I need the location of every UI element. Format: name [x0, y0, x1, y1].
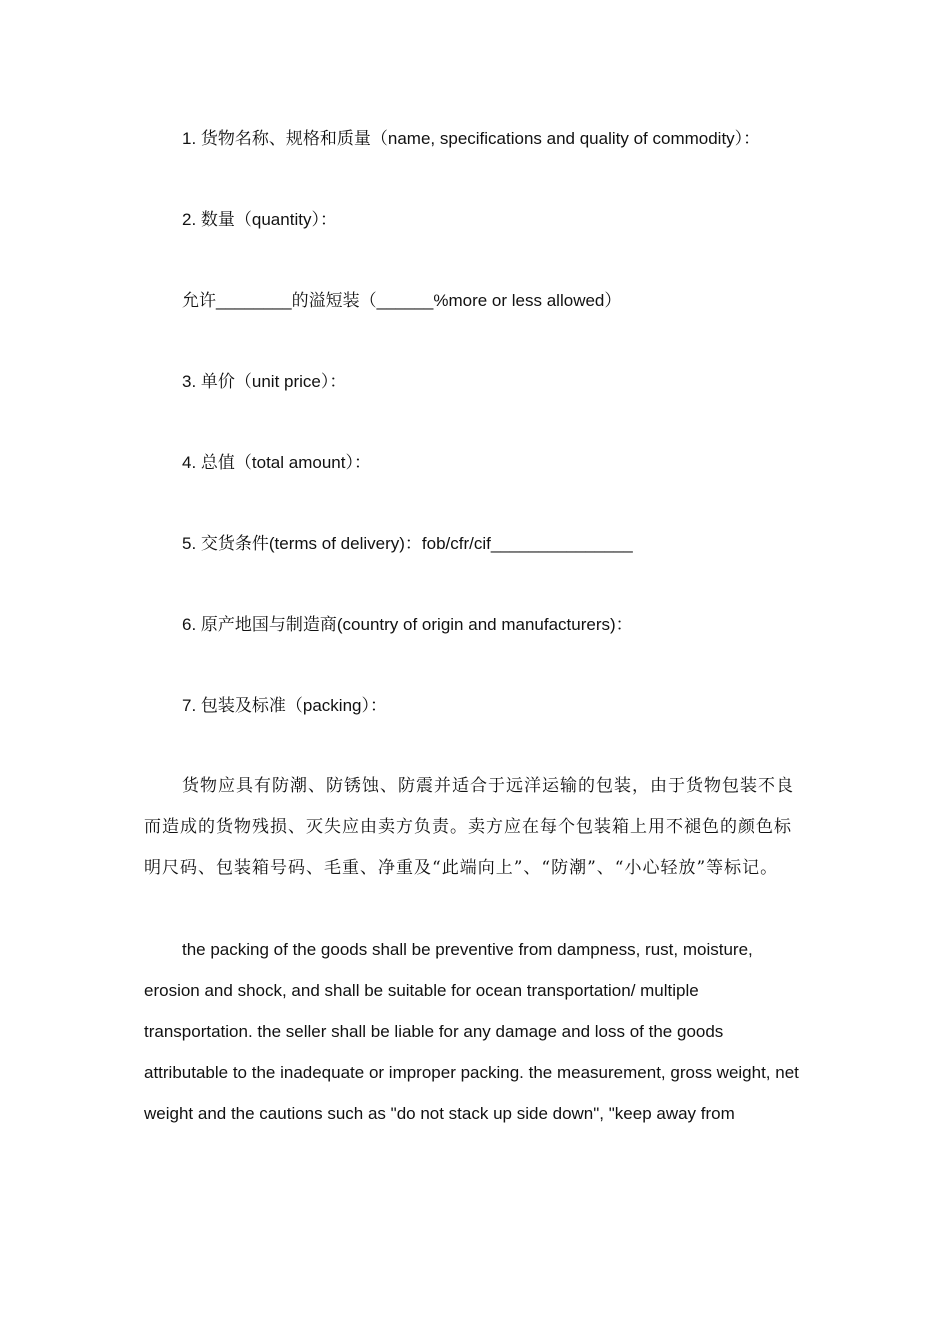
clause-2-quantity: 2. 数量（quantity）： — [182, 210, 337, 229]
packing-paragraph-english: the packing of the goods shall be preventive from dampness, rust, moisture, erosion and shock, and shall be suitable for ocean transportation/ multiple transportation. the seller shall be liable for any damage and loss of the goods attributable to the inadequate or improper packing. the measurement, gross weight, net weight and the cautions such as "do not stack up side down", "keep away from — [144, 940, 799, 1123]
clause-7-packing: 7. 包装及标准（packing）： — [182, 696, 387, 715]
quantity-tolerance: 允许________的溢短装（______%more or less allowed） — [182, 291, 622, 310]
clause-1-commodity: 1. 货物名称、规格和质量（name, specifications and quality of commodity）： — [182, 129, 761, 148]
clause-5-terms-of-delivery: 5. 交货条件(terms of delivery)：fob/cfr/cif_______________ — [182, 534, 633, 553]
packing-paragraph-chinese: 货物应具有防潮、防锈蚀、防震并适合于远洋运输的包装，由于货物包装不良而造成的货物残损、灭失应由卖方负责。卖方应在每个包装箱上用不褪色的颜色标明尺码、包装箱号码、毛重、净重及“此端向上”、“防潮”、“小心轻放”等标记。 — [144, 776, 794, 878]
clause-6-country-of-origin: 6. 原产地国与制造商(country of origin and manufacturers)： — [182, 615, 633, 634]
clause-4-total-amount: 4. 总值（total amount）： — [182, 453, 371, 472]
document-body — [144, 118, 804, 1174]
clause-3-unit-price: 3. 单价（unit price）： — [182, 372, 347, 391]
